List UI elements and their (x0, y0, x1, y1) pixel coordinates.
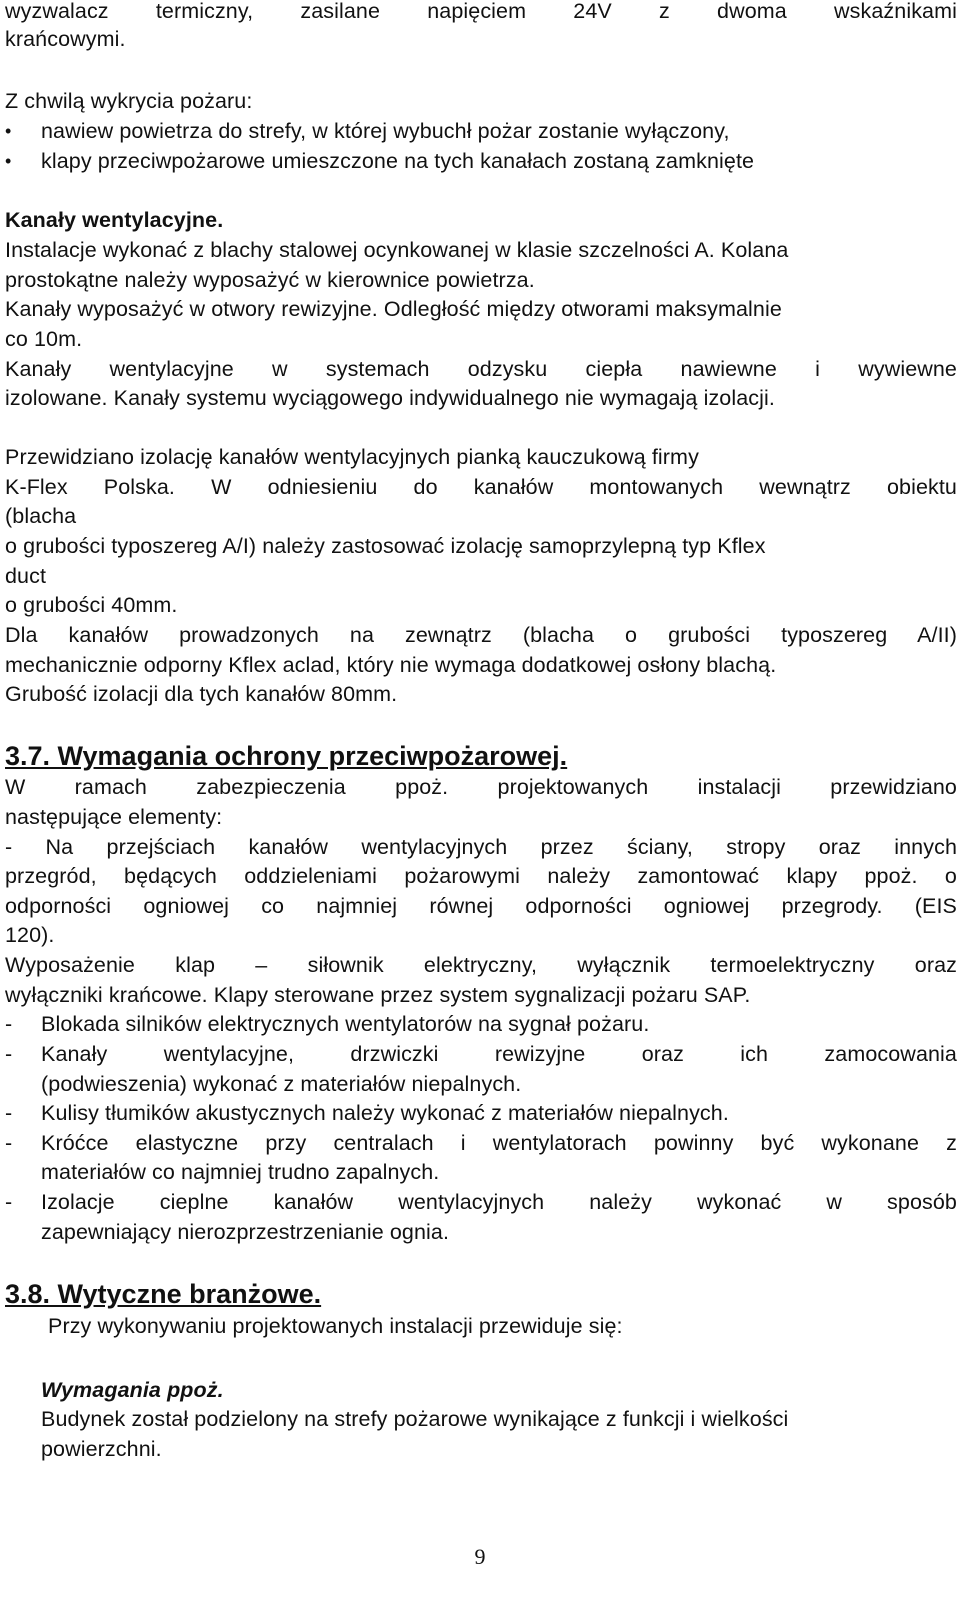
text-line: odporności ogniowej co najmniej równej odporności ogniowej przegrody. (EIS (5, 894, 957, 918)
text-line: Przewidziano izolację kanałów wentylacyjnych pianką kauczukową firmy (5, 445, 699, 469)
dash-icon: - (5, 1131, 13, 1155)
list-item: Blokada silników elektrycznych wentylatorów na sygnał pożaru. (41, 1012, 650, 1036)
text-line: krańcowymi. (5, 27, 126, 51)
text-line: o grubości typoszereg A/I) należy zastosować izolację samoprzylepną typ Kflex (5, 534, 766, 558)
list-item-continuation: (podwieszenia) wykonać z materiałów niepalnych. (41, 1072, 522, 1096)
text-line: mechanicznie odporny Kflex aclad, który nie wymaga dodatkowej osłony blachą. (5, 653, 777, 677)
text-line: izolowane. Kanały systemu wyciągowego indywidualnego nie wymagają izolacji. (5, 386, 775, 410)
text-line: prostokątne należy wyposażyć w kierownice powietrza. (5, 268, 535, 292)
text-line: Z chwilą wykrycia pożaru: (5, 89, 253, 113)
bullet-icon: • (5, 151, 12, 171)
text-line: wyzwalacz termiczny, zasilane napięciem 24V z dwoma wskaźnikami (5, 0, 957, 23)
page-number: 9 (474, 1544, 486, 1569)
text-line: powierzchni. (41, 1437, 162, 1461)
list-item: Króćce elastyczne przy centralach i wentylatorach powinny być wykonane z (41, 1131, 957, 1155)
list-item: nawiew powietrza do strefy, w której wybuchł pożar zostanie wyłączony, (41, 119, 730, 143)
subheading-kanaly: Kanały wentylacyjne. (5, 208, 224, 232)
section-heading-3-7: 3.7. Wymagania ochrony przeciwpożarowej. (5, 741, 568, 771)
text-line: W ramach zabezpieczenia ppoż. projektowanych instalacji przewidziano (5, 775, 957, 799)
list-item-continuation: zapewniający nierozprzestrzenianie ognia. (41, 1220, 450, 1244)
dash-icon: - (5, 1042, 13, 1066)
list-item: Kanały wentylacyjne, drzwiczki rewizyjne oraz ich zamocowania (41, 1042, 957, 1066)
text-line: 120). (5, 923, 55, 947)
text-line: Budynek został podzielony na strefy pożarowe wynikające z funkcji i wielkości (41, 1407, 789, 1431)
text-line: Kanały wentylacyjne w systemach odzysku ciepła nawiewne i wywiewne (5, 357, 957, 381)
text-line: Dla kanałów prowadzonych na zewnątrz (blacha o grubości typoszereg A/II) (5, 623, 957, 647)
text-line: Kanały wyposażyć w otwory rewizyjne. Odległość między otworami maksymalnie (5, 297, 782, 321)
section-heading-3-8: 3.8. Wytyczne branżowe. (5, 1279, 322, 1309)
text-line: przegród, będących oddzieleniami pożarowymi należy zamontować klapy ppoż. o (5, 864, 957, 888)
dash-icon: - (5, 1101, 13, 1125)
list-item: Izolacje cieplne kanałów wentylacyjnych należy wykonać w sposób (41, 1190, 957, 1214)
list-item: klapy przeciwpożarowe umieszczone na tych kanałach zostaną zamknięte (41, 149, 755, 173)
text-line: Grubość izolacji dla tych kanałów 80mm. (5, 682, 398, 706)
text-line: Przy wykonywaniu projektowanych instalacji przewiduje się: (48, 1314, 623, 1338)
text-line: (blacha (5, 504, 77, 528)
text-line: Instalacje wykonać z blachy stalowej ocynkowanej w klasie szczelności A. Kolana (5, 238, 789, 262)
text-line: duct (5, 564, 47, 588)
text-line: Wyposażenie klap – siłownik elektryczny, wyłącznik termoelektryczny oraz (5, 953, 957, 977)
text-line: następujące elementy: (5, 805, 223, 829)
text-line: co 10m. (5, 327, 83, 351)
dash-icon: - (5, 1012, 13, 1036)
text-line: - Na przejściach kanałów wentylacyjnych przez ściany, stropy oraz innych (5, 835, 957, 859)
bullet-icon: • (5, 121, 12, 141)
text-line: K-Flex Polska. W odniesieniu do kanałów montowanych wewnątrz obiektu (5, 475, 957, 499)
text-line: wyłączniki krańcowe. Klapy sterowane przez system sygnalizacji pożaru SAP. (5, 983, 751, 1007)
list-item-continuation: materiałów co najmniej trudno zapalnych. (41, 1160, 440, 1184)
subheading-wymagania-ppoz: Wymagania ppoż. (41, 1378, 224, 1402)
text-line: o grubości 40mm. (5, 593, 178, 617)
dash-icon: - (5, 1190, 13, 1214)
list-item: Kulisy tłumików akustycznych należy wykonać z materiałów niepalnych. (41, 1101, 729, 1125)
